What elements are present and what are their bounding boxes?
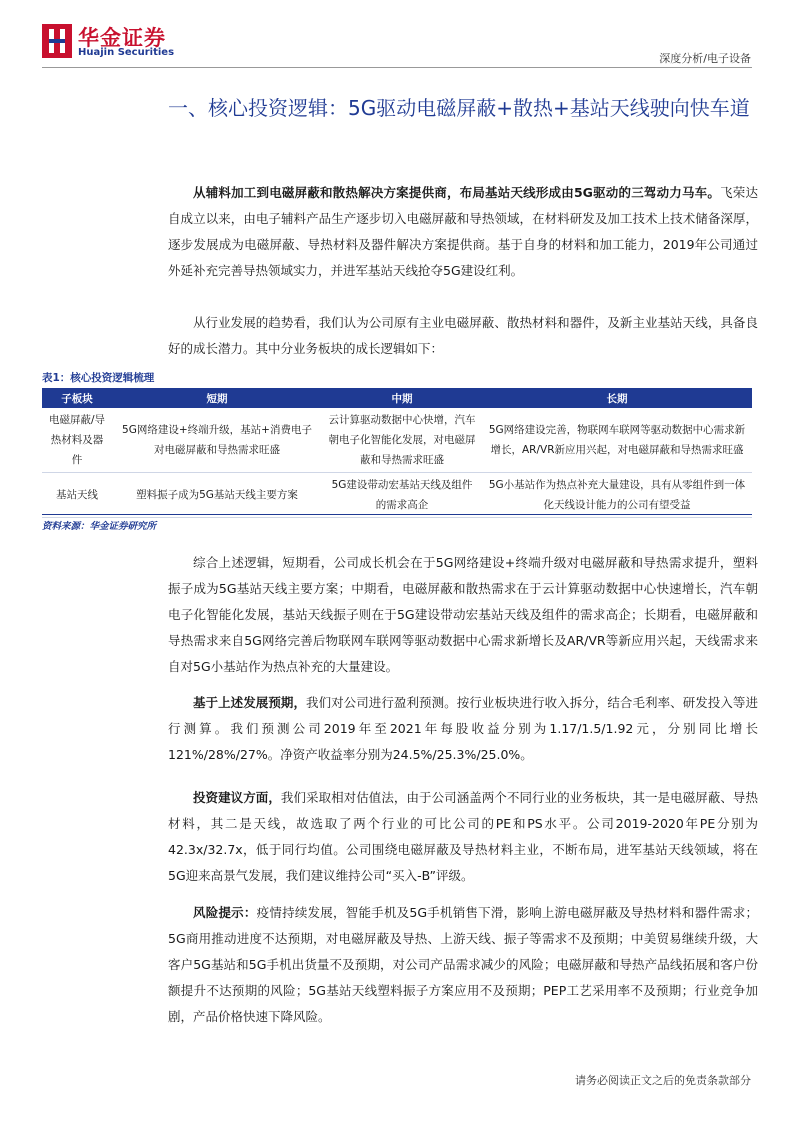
paragraph-summary: 综合上述逻辑，短期看，公司成长机会在于5G网络建设+终端升级对电磁屏蔽和导热需求提升，塑料振子成为5G基站天线主要方案；中期看，电磁屏蔽和散热需求在于云计算驱动数据中心快速增长，汽车朝电子化智能化发展，基站天线振子则在于5G建设带动宏基站天线及组件的需求高企；长期看，电磁屏蔽和导热需求来自5G网络完善后物联网车联网等驱动数据中心需求新增长及AR/VR等新应用兴起，天线需求来自对5G小基站作为热点补充的大量建设。: [168, 555, 758, 674]
table-cell: 云计算驱动数据中心快增，汽车朝电子化智能化发展，对电磁屏蔽和导热需求旺盛: [322, 408, 482, 473]
paragraph-risk-body: 疫情持续发展，智能手机及5G手机销售下滑，影响上游电磁屏蔽及导热材料和器件需求；5G商用推动进度不达预期，对电磁屏蔽及导热、上游天线、振子等需求不及预期；中美贸易继续升级，大客户5G基站和5G手机出货量不及预期，对公司产品需求减少的风险；电磁屏蔽和导热产品线拓展和客户份额提升不达预期的风险；5G基站天线塑料振子方案应用不及预期；PEP工艺采用率不及预期；行业竞争加剧，产品价格快速下降风险。: [168, 905, 758, 1024]
table-cell: 5G网络建设+终端升级，基站+消费电子对电磁屏蔽和导热需求旺盛: [112, 408, 322, 473]
table-cell: 5G小基站作为热点补充大量建设，具有从零组件到一体化天线设计能力的公司有望受益: [482, 473, 752, 518]
table-bottom-rule: [42, 514, 752, 515]
paragraph-overview-lead: 从辅料加工到电磁屏蔽和散热解决方案提供商，布局基站天线形成由5G驱动的三驾动力马车。: [193, 185, 721, 200]
table-cell: 基站天线: [42, 473, 112, 518]
paragraph-forecast: [168, 690, 758, 768]
paragraph-investment-advice: [168, 785, 758, 889]
table-header-mid-term: 中期: [322, 388, 482, 408]
table-row: [42, 408, 752, 473]
table-cell: 电磁屏蔽/导热材料及器件: [42, 408, 112, 473]
core-logic-table: [42, 388, 752, 518]
section-title: 一、核心投资逻辑：5G驱动电磁屏蔽+散热+基站天线驶向快车道: [168, 96, 750, 120]
table-source: 资料来源：华金证券研究所: [42, 521, 157, 532]
paragraph-overview: [168, 180, 758, 284]
table-header-segment: 子板块: [42, 388, 112, 408]
paragraph-risk: [168, 900, 758, 1030]
paragraph-overview-body: 飞荣达自成立以来，由电子辅料产品生产逐步切入电磁屏蔽和导热领域，在材料研发及加工技术上技术储备深厚，逐步发展成为电磁屏蔽、导热材料及器件解决方案提供商。基于自身的材料和加工能力，2019年公司通过外延补充完善导热领域实力，并进军基站天线抢夺5G建设红利。: [168, 185, 758, 278]
table-cell: 5G建设带动宏基站天线及组件的需求高企: [322, 473, 482, 518]
paragraph-forecast-lead: 基于上述发展预期，: [193, 695, 307, 710]
table-caption: 表1：核心投资逻辑梳理: [42, 372, 155, 384]
paragraph-forecast-body: 我们对公司进行盈利预测。按行业板块进行收入拆分，结合毛利率、研发投入等进行测算。我们预测公司2019年至2021年每股收益分别为1.17/1.5/1.92元，分别同比增长121%/28%/27%。净资产收益率分别为24.5%/25.3%/25.0%。: [168, 695, 758, 762]
paragraph-risk-lead: 风险提示：: [193, 905, 257, 920]
report-category: 深度分析/电子设备: [659, 52, 751, 65]
paragraph-advice-body: 我们采取相对估值法，由于公司涵盖两个不同行业的业务板块，其一是电磁屏蔽、导热材料，其二是天线，故选取了两个行业的可比公司的PE和PS水平。公司2019-2020年PE分别为42.3x/32.7x，低于同行均值。公司围绕电磁屏蔽及导热材料主业，不断布局，进军基站天线领域，将在5G迎来高景气发展，我们建议维持公司“买入-B”评级。: [168, 790, 758, 883]
page-footer: 请务必阅读正文之后的免责条款部分: [575, 1074, 751, 1087]
table-header-short-term: 短期: [112, 388, 322, 408]
logo-english-name: Huajin Securities: [78, 47, 175, 58]
paragraph-advice-lead: 投资建议方面，: [193, 790, 281, 805]
table-header-long-term: 长期: [482, 388, 752, 408]
paragraph-trend: 从行业发展的趋势看，我们认为公司原有主业电磁屏蔽、散热材料和器件，及新主业基站天线，具备良好的成长潜力。其中分业务板块的成长逻辑如下：: [168, 315, 758, 356]
page-header: [0, 0, 793, 70]
table-row: [42, 473, 752, 518]
huajin-logo-icon: [42, 24, 72, 58]
logo-chinese-name: 华金证券: [78, 26, 166, 50]
header-divider: [42, 67, 752, 68]
table-cell: 塑料振子成为5G基站天线主要方案: [112, 473, 322, 518]
table-cell: 5G网络建设完善，物联网车联网等驱动数据中心需求新增长，AR/VR新应用兴起，对电磁屏蔽和导热需求旺盛: [482, 408, 752, 473]
